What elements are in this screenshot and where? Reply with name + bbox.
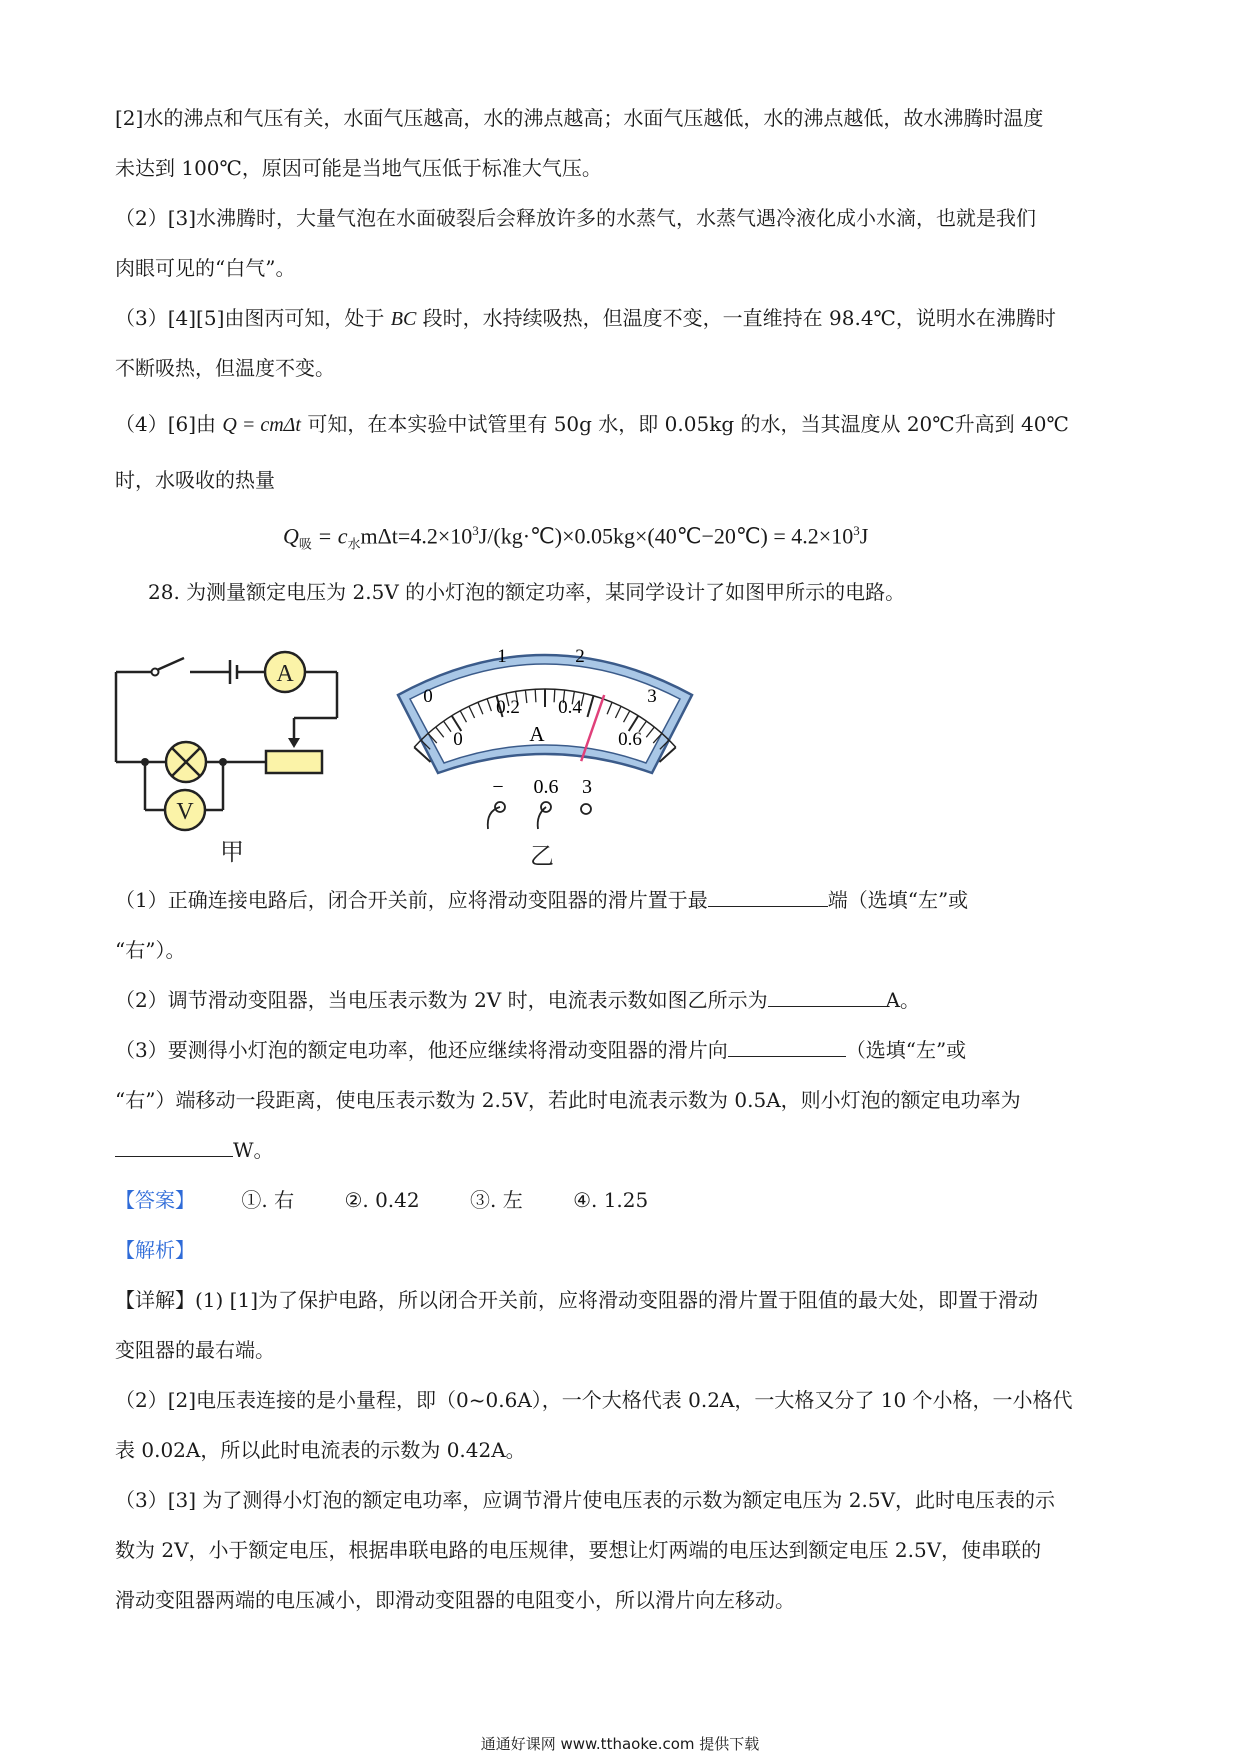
text-run: 端（选填“左”或 bbox=[827, 888, 969, 912]
page-footer: 通通好课网 www.tthaoke.com 提供下载 bbox=[480, 1735, 760, 1753]
answer-item: ①. 右 bbox=[241, 1188, 295, 1212]
upper-scale-label: 1 bbox=[497, 646, 507, 667]
text-run: （2）调节滑动变阻器，当电压表示数为 2V 时，电流表示数如图乙所示为 bbox=[115, 988, 768, 1012]
circuit-diagram bbox=[108, 640, 348, 865]
paragraph-line: 不断吸热，但温度不变。 bbox=[115, 356, 335, 380]
answer-blank[interactable] bbox=[708, 888, 828, 907]
analysis-tag: 【解析】 bbox=[115, 1238, 195, 1262]
switch-contact bbox=[152, 669, 159, 676]
formula-inline: Q = cmΔt bbox=[222, 414, 301, 436]
analysis-line: 滑动变阻器两端的电压减小，即滑动变阻器的电阻变小，所以滑片向左移动。 bbox=[115, 1588, 795, 1612]
question-stem: 28. 为测量额定电压为 2.5V 的小灯泡的额定功率，某同学设计了如图甲所示的电路。 bbox=[148, 580, 906, 604]
upper-scale-label: 3 bbox=[647, 686, 657, 707]
paragraph-line bbox=[115, 410, 1069, 439]
paragraph-line bbox=[115, 1136, 274, 1164]
answer-tag: 【答案】 bbox=[115, 1188, 195, 1212]
analysis-line: 【详解】(1) [1]为了保护电路，所以闭合开关前，应将滑动变阻器的滑片置于阻值的最大处，即置于滑动 bbox=[115, 1288, 1039, 1312]
formula-exp-1: 3 bbox=[472, 523, 479, 538]
paragraph-line: “右”）。 bbox=[115, 938, 186, 962]
text-run: （4）[6]由 bbox=[115, 412, 223, 436]
analysis-line: 表 0.02A，所以此时电流表的示数为 0.42A。 bbox=[115, 1438, 526, 1462]
lower-scale-label: 0 bbox=[453, 729, 463, 750]
ammeter-symbol: A bbox=[276, 661, 294, 687]
lower-scale-label: 0.4 bbox=[558, 697, 582, 718]
dial-tick bbox=[535, 689, 536, 702]
formula-body-1: mΔt=4.2×10 bbox=[360, 523, 473, 549]
terminal-icon bbox=[581, 804, 591, 814]
heat-formula bbox=[283, 516, 868, 560]
formula-c-sub: 水 bbox=[347, 536, 361, 552]
answer-blank[interactable] bbox=[115, 1138, 233, 1157]
formula-eq: = c bbox=[311, 523, 348, 549]
upper-scale-label: 2 bbox=[575, 646, 585, 667]
sub-question-3 bbox=[115, 1036, 966, 1064]
terminal-label: 3 bbox=[582, 776, 592, 798]
analysis-line: 变阻器的最右端。 bbox=[115, 1338, 275, 1362]
paragraph-line: [2]水的沸点和气压有关，水面气压越高，水的沸点越高；水面气压越低，水的沸点越低，故水沸腾时温度 bbox=[115, 106, 1044, 130]
answer-item: ②. 0.42 bbox=[344, 1188, 420, 1212]
answer-blank[interactable] bbox=[728, 1038, 846, 1057]
lower-scale-label: 0.2 bbox=[496, 697, 520, 718]
text-run: W。 bbox=[233, 1138, 274, 1162]
formula-exp-2: 3 bbox=[853, 523, 860, 538]
rheostat-icon bbox=[266, 751, 322, 773]
analysis-line: （2）[2]电压表连接的是小量程，即（0~0.6A），一个大格代表 0.2A，一大格又分了 10 个小格，一小格代 bbox=[115, 1388, 1073, 1412]
text-run: 段时，水持续吸热，但温度不变，一直维持在 98.4℃，说明水在沸腾时 bbox=[416, 306, 1056, 330]
paragraph-line: （2）[3]水沸腾时，大量气泡在水面破裂后会释放许多的水蒸气，水蒸气遇冷液化成小水滴，也就是我们 bbox=[115, 206, 1037, 230]
paragraph-line: 时，水吸收的热量 bbox=[115, 468, 275, 492]
terminal-label: − bbox=[492, 776, 504, 798]
analysis-line: （3）[3] 为了测得小灯泡的额定电功率，应调节滑片使电压表的示数为额定电压为 2.5V，此时电压表的示 bbox=[115, 1488, 1056, 1512]
segment-label: BC bbox=[390, 308, 417, 330]
slider-arrow-icon bbox=[288, 738, 300, 748]
sub-question-2 bbox=[115, 986, 920, 1014]
meter-unit: A bbox=[529, 722, 545, 746]
sub-question-1 bbox=[115, 886, 968, 914]
formula-q-sub: 吸 bbox=[298, 536, 312, 552]
paragraph-line: 未达到 100℃，原因可能是当地气压低于标准大气压。 bbox=[115, 156, 602, 180]
upper-scale-label: 0 bbox=[423, 686, 433, 707]
formula-body-2: J/(kg·℃)×0.05kg×(40℃−20℃) = 4.2×10 bbox=[478, 523, 854, 549]
text-run: A。 bbox=[885, 988, 921, 1012]
lower-scale-label: 0.6 bbox=[618, 729, 642, 750]
answer-blank[interactable] bbox=[768, 988, 886, 1007]
paragraph-line: “右”）端移动一段距离，使电压表示数为 2.5V，若此时电流表示数为 0.5A，则小灯泡的额定电功率为 bbox=[115, 1088, 1021, 1112]
meter-caption: 乙 bbox=[530, 842, 554, 870]
answer-item: ④. 1.25 bbox=[573, 1188, 649, 1212]
text-run: 可知，在本实验中试管里有 50g 水，即 0.05kg 的水，当其温度从 20℃升高到 40℃ bbox=[300, 412, 1069, 436]
paragraph-line: 肉眼可见的“白气”。 bbox=[115, 256, 296, 280]
answer-line bbox=[115, 1186, 648, 1214]
analysis-line: 数为 2V，小于额定电压，根据串联电路的电压规律，要想让灯两端的电压达到额定电压 2.5V，使串联的 bbox=[115, 1538, 1042, 1562]
ammeter-dial bbox=[390, 635, 700, 875]
text-run: （3）要测得小灯泡的额定电功率，他还应继续将滑动变阻器的滑片向 bbox=[115, 1038, 728, 1062]
text-run: （选填“左”或 bbox=[845, 1038, 967, 1062]
dial-tick bbox=[554, 689, 555, 702]
paragraph-line bbox=[115, 304, 1056, 333]
answer-item: ③. 左 bbox=[469, 1188, 523, 1212]
formula-body-3: J bbox=[859, 523, 869, 549]
text-run: （1）正确连接电路后，闭合开关前，应将滑动变阻器的滑片置于最 bbox=[115, 888, 708, 912]
formula-q: Q bbox=[283, 523, 299, 549]
circuit-caption: 甲 bbox=[220, 838, 244, 865]
text-run: （3）[4][5]由图丙可知，处于 bbox=[115, 306, 391, 330]
voltmeter-symbol: V bbox=[176, 799, 194, 825]
terminal-label: 0.6 bbox=[533, 776, 559, 798]
